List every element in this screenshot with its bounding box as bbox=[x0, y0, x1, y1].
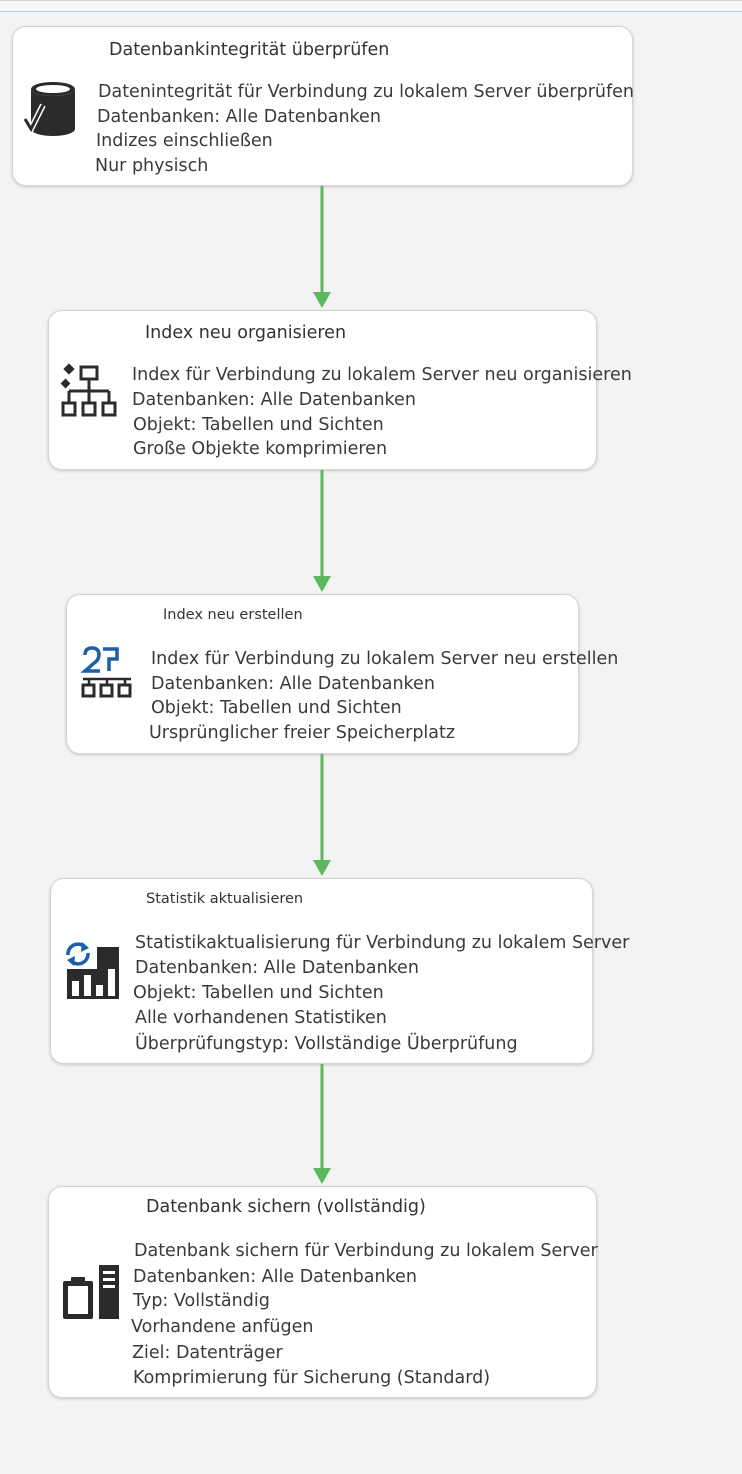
designer-top-border bbox=[0, 0, 742, 12]
task-detail-line: Datenbanken: Alle Datenbanken bbox=[132, 390, 416, 410]
task-backup-database-full[interactable] bbox=[48, 1186, 597, 1398]
task-detail-line: Datenbanken: Alle Datenbanken bbox=[97, 107, 381, 127]
index-rebuild-icon bbox=[79, 645, 137, 703]
task-detail-line: Datenbanken: Alle Datenbanken bbox=[151, 674, 435, 694]
task-detail-line: Alle vorhandenen Statistiken bbox=[135, 1008, 387, 1028]
task-detail-line: Indizes einschließen bbox=[96, 131, 273, 151]
backup-database-icon bbox=[59, 1263, 123, 1323]
task-detail-line: Datenintegrität für Verbindung zu lokalem Server überprüfen bbox=[98, 82, 635, 102]
task-title: Statistik aktualisieren bbox=[146, 891, 304, 907]
precedence-connector-arrow[interactable] bbox=[310, 470, 334, 594]
task-detail-line: Typ: Vollständig bbox=[133, 1291, 270, 1311]
task-title: Datenbank sichern (vollständig) bbox=[146, 1197, 426, 1217]
precedence-connector-arrow[interactable] bbox=[310, 1064, 334, 1186]
precedence-connector-arrow[interactable] bbox=[310, 754, 334, 878]
task-detail-line: Datenbanken: Alle Datenbanken bbox=[133, 1267, 417, 1287]
task-check-database-integrity[interactable] bbox=[12, 26, 633, 186]
task-title: Index neu erstellen bbox=[163, 607, 303, 623]
task-detail-line: Überprüfungstyp: Vollständige Überprüfung bbox=[135, 1034, 518, 1054]
index-reorganize-icon bbox=[59, 363, 117, 421]
task-detail-line: Index für Verbindung zu lokalem Server neu erstellen bbox=[151, 649, 619, 669]
update-statistics-icon bbox=[63, 939, 121, 1001]
task-detail-line: Nur physisch bbox=[95, 156, 209, 176]
precedence-connector-arrow[interactable] bbox=[310, 186, 334, 310]
task-title: Index neu organisieren bbox=[145, 323, 347, 343]
task-rebuild-index[interactable] bbox=[66, 594, 619, 754]
task-detail-line: Objekt: Tabellen und Sichten bbox=[151, 698, 402, 718]
task-update-statistics[interactable] bbox=[50, 878, 630, 1064]
task-detail-line: Ursprünglicher freier Speicherplatz bbox=[149, 723, 456, 743]
task-detail-line: Datenbanken: Alle Datenbanken bbox=[135, 958, 419, 978]
task-detail-line: Komprimierung für Sicherung (Standard) bbox=[133, 1368, 491, 1388]
database-check-icon bbox=[23, 79, 79, 139]
task-detail-line: Objekt: Tabellen und Sichten bbox=[133, 415, 384, 435]
task-detail-line: Große Objekte komprimieren bbox=[133, 439, 388, 459]
task-detail-line: Datenbank sichern für Verbindung zu lokalem Server bbox=[134, 1241, 598, 1261]
task-detail-line: Objekt: Tabellen und Sichten bbox=[133, 983, 384, 1003]
task-detail-line: Vorhandene anfügen bbox=[131, 1317, 314, 1337]
task-title: Datenbankintegrität überprüfen bbox=[109, 40, 390, 60]
task-reorganize-index[interactable] bbox=[48, 310, 632, 470]
task-detail-line: Statistikaktualisierung für Verbindung zu lokalem Server bbox=[135, 933, 630, 953]
task-detail-line: Index für Verbindung zu lokalem Server neu organisieren bbox=[132, 365, 632, 385]
task-detail-line: Ziel: Datenträger bbox=[132, 1343, 283, 1363]
